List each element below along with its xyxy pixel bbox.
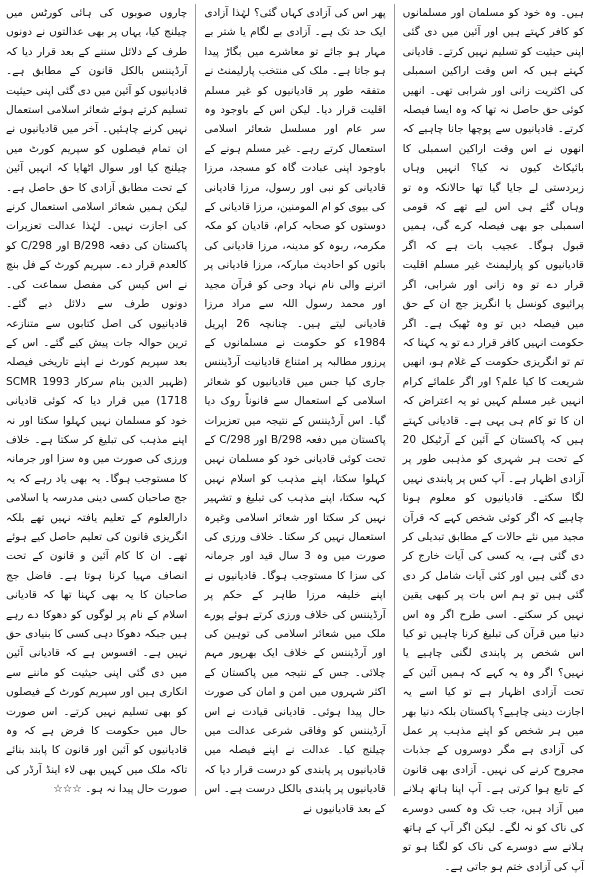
- column-text: پھر اس کی آزادی کہاں گئی؟ لہٰذا آزادی ایک حد تک ہے۔ آزادی بے لگام یا شتر بے مہار ہو جائے تو معاشرے میں بگاڑ پیدا ہو جاتا ہے۔ ملک کی منتخب پارلیمنٹ نے متفقہ طور پر قادیانیوں کو غیر مسلم اقلیت قرار دیا۔ لیکن اس کے باوجود وہ سر عام اور مسلسل شعائر اسلامی استعمال کرتے رہے۔ غیر مسلم ہونے کے باوجود اپنی عبادت گاہ کو مسجد، مرزا قادیانی کو نبی اور رسول، مرزا قادیانی کی بیوی کو ام المومنین، مرزا قادیانی کے دوستوں کو صحابہ کرام، قادیان کو مکہ مکرمہ، ربوہ کو مدینہ، مرزا قادیانی کی باتوں کو احادیث مبارکہ، مرزا قادیانی پر اترنے والی نام نہاد وحی کو قرآن مجید اور محمد رسول اللہ سے مراد مرزا قادیانی لیتے ہیں۔ چنانچہ 26 اپریل 1984ء کو حکومت نے مسلمانوں کے پرزور مطالبہ پر امتناع قادیانیت آرڈیننس جاری کیا جس میں قادیانیوں کو شعائر اسلامی کے استعمال سے قانوناً روک دیا گیا۔ اس آرڈیننس کے نتیجہ میں تعزیرات پاکستان میں دفعہ 298/B اور 298/C کے تحت کوئی قادیانی خود کو مسلمان نہیں کہلوا سکتا، اپنے مذہب کو اسلام نہیں کہہ سکتا، اپنے مذہب کی تبلیغ و تشہیر نہیں کر سکتا اور شعائر اسلامی وغیرہ استعمال نہیں کر سکتا۔ خلاف ورزی کی صورت میں وہ 3 سال قید اور جرمانہ کی سزا کا مستوجب ہوگا۔ قادیانیوں نے اپنے خلیفہ مرزا طاہر کے حکم پر آرڈیننس کی خلاف ورزی کرتے ہوئے پورے ملک میں شعائر اسلامی کی توہین کی اور آرڈیننس کے خلاف ایک بھرپور مہم چلائی۔ جس کے نتیجہ میں پاکستان کے اکثر شہروں میں امن و امان کی صورت حال پیدا ہوئی۔ قادیانی قیادت نے اس آرڈیننس کو وفاقی شرعی عدالت میں چیلنج کیا۔ عدالت نے اپنے فیصلہ میں قادیانیوں پر پابندی کو درست قرار دیا کہ قادیانیوں پر پابندی بالکل درست ہے۔ اس کے بعد قادیانیوں نے: [204, 7, 386, 815]
- article-column-left: [6, 4, 187, 796]
- column-text: ہیں۔ وہ خود کو مسلمان اور مسلمانوں کو کافر کہتے ہیں اور آئین میں دی گئی اپنی حیثیت کو تسلیم نہیں کرتے۔ قادیانی کہتے ہیں کہ اس وقت اراکین اسمبلی کی اکثریت زانی اور شرابی تھی۔ انھیں کوئی حق حاصل نہ تھا کہ وہ ایسا فیصلہ کرتے۔ قادیانیوں سے پوچھا جانا چاہیے کہ انھوں نے اس وقت اراکین اسمبلی کا بائیکاٹ کیوں نہ کیا؟ انہیں وہاں زبردستی لے جایا گیا تھا حالانکہ وہ تو وہاں گئے ہی اس لیے تھے کہ قومی اسمبلی جو بھی فیصلہ کرے گی، ہمیں قبول ہوگا۔ عجیب بات ہے کہ اگر قادیانیوں کو پارلیمنٹ غیر مسلم اقلیت قرار دے تو وہ زانی اور شرابی، اگر پرائیوی کونسل یا انگریز جج ان کے حق میں فیصلہ دیں تو وہ ٹھیک ہے۔ اگر حکومت انہیں کافر قرار دے تو یہ کہنا کہ تم تو انگریزی حکومت کے غلام ہو، انھیں شریعت کا کیا علم؟ اور اگر علمائے کرام انہیں غیر مسلم کہیں تو یہ اعتراض کہ ان کا تو کام ہی یہی ہے۔ قادیانی کہتے ہیں کہ پاکستان کے آئین کے آرٹیکل 20 کے تحت ہر شہری کو مذہبی طور پر آزادی اظہار ہے۔ آپ کس پر پابندی نہیں لگا سکتے۔ قادیانیوں کو معلوم ہونا چاہیے کہ اگر کوئی شخص کہے کہ قرآن مجید میں نئے حالات کے مطابق تبدیلی کر دی گئی ہے، یہ کسی کی آیات خارج کر دی گئی ہیں اور کئی آیات شامل کر دی گئی ہیں تو ہم اس بات پر کبھی یقین نہیں کر سکتے۔ اسی طرح اگر وہ اس دنیا میں قرآن کی تبلیغ کرنا چاہیں تو کیا اس شخص پر پابندی لگنی چاہیے یا نہیں؟ اگر وہ یہ کہے کہ ہمیں آئین کے تحت آزادی اظہار ہے تو کیا اسے یہ اجازت دینی چاہیے؟ پاکستان بلکہ دنیا بھر میں ہر شخص کو اپنے مذہب پر عمل کی آزادی ہے مگر دوسروں کے جذبات مجروح کرنے کی نہیں۔ آزادی بھی قانون کے تابع ہوا کرتی ہے۔ آپ اپنا ہاتھ ہلانے میں آزاد ہیں، جب تک وہ کسی دوسرے کی ناک کو نہ لگے۔ لیکن اگر آپ کے ہاتھ ہلانے سے دوسرے کی ناک کو لگتا ہو تو آپ کی آزادی ختم ہو جاتی ہے۔: [402, 7, 584, 873]
- article-column-right: [402, 4, 584, 873]
- column-text: چاروں صوبوں کی ہائی کورٹس میں چیلنج کیا، یہاں پر بھی عدالتوں نے دونوں طرف کے دلائل سننے کے بعد قرار دیا کہ آرڈیننس بالکل قانون کے مطابق ہے۔ قادیانیوں کو آئین میں دی گئی اپنی حیثیت تسلیم کرتے ہوئے شعائر اسلامی استعمال نہیں کرنے چاہئیں۔ آخر میں قادیانیوں نے ان تمام فیصلوں کو سپریم کورٹ میں چیلنج کیا اور سوال اٹھایا کہ انہیں آئین کے تحت مطابق آزادی کا حق حاصل ہے۔ لیکن ہمیں شعائر اسلامی استعمال کرنے کی اجازت نہیں۔ لہٰذا عدالت تعزیرات پاکستان کی دفعہ 298/B اور 298/C کو کالعدم قرار دے۔ سپریم کورٹ کے فل بنچ نے اس کیس کی مفصل سماعت کی۔ دونوں طرف سے دلائل دیے گئے۔ قادیانیوں کی اصل کتابوں سے متنازعہ ترین حوالہ جات پیش کیے گئے۔ اس کے بعد سپریم کورٹ نے اپنے تاریخی فیصلہ (ظہیر الدین بنام سرکار 1993 SCMR 1718) میں قرار دیا کہ کوئی قادیانی خود کو مسلمان نہیں کہلوا سکتا اور نہ اپنے مذہب کی تبلیغ کر سکتا ہے۔ خلاف ورزی کی صورت میں وہ سزا اور جرمانہ کا مستوجب ہوگا۔ یہ بھی یاد رہے کہ یہ جج صاحبان کسی دینی مدرسہ یا اسلامی دارالعلوم کے تعلیم یافتہ نہیں تھے بلکہ انگریزی قانون کی تعلیم حاصل کیے ہوئے تھے۔ ان کا کام آئین و قانون کے تحت انصاف مہیا کرنا ہوتا ہے۔ فاضل جج صاحبان کا یہ بھی کہنا تھا کہ قادیانی اسلام کے نام پر لوگوں کو دھوکا دے رہے ہیں جبکہ دھوکا دہی کسی کا بنیادی حق نہیں ہے۔ افسوس ہے کہ قادیانی آئین میں دی گئی اپنی حیثیت کو ماننے سے انکاری ہیں اور سپریم کورٹ کے فیصلوں کو بھی تسلیم نہیں کرتے۔ اس صورت حال میں حکومت کا فرض ہے کہ وہ قادیانیوں کو آئین اور قانون کا پابند بنائے تاکہ ملک میں کہیں بھی لاء اینڈ آرڈر کی صورت حال پیدا نہ ہو۔ ☆☆☆: [6, 7, 188, 796]
- column-divider: [195, 4, 196, 796]
- column-divider: [394, 4, 395, 796]
- article-column-middle: [204, 4, 386, 815]
